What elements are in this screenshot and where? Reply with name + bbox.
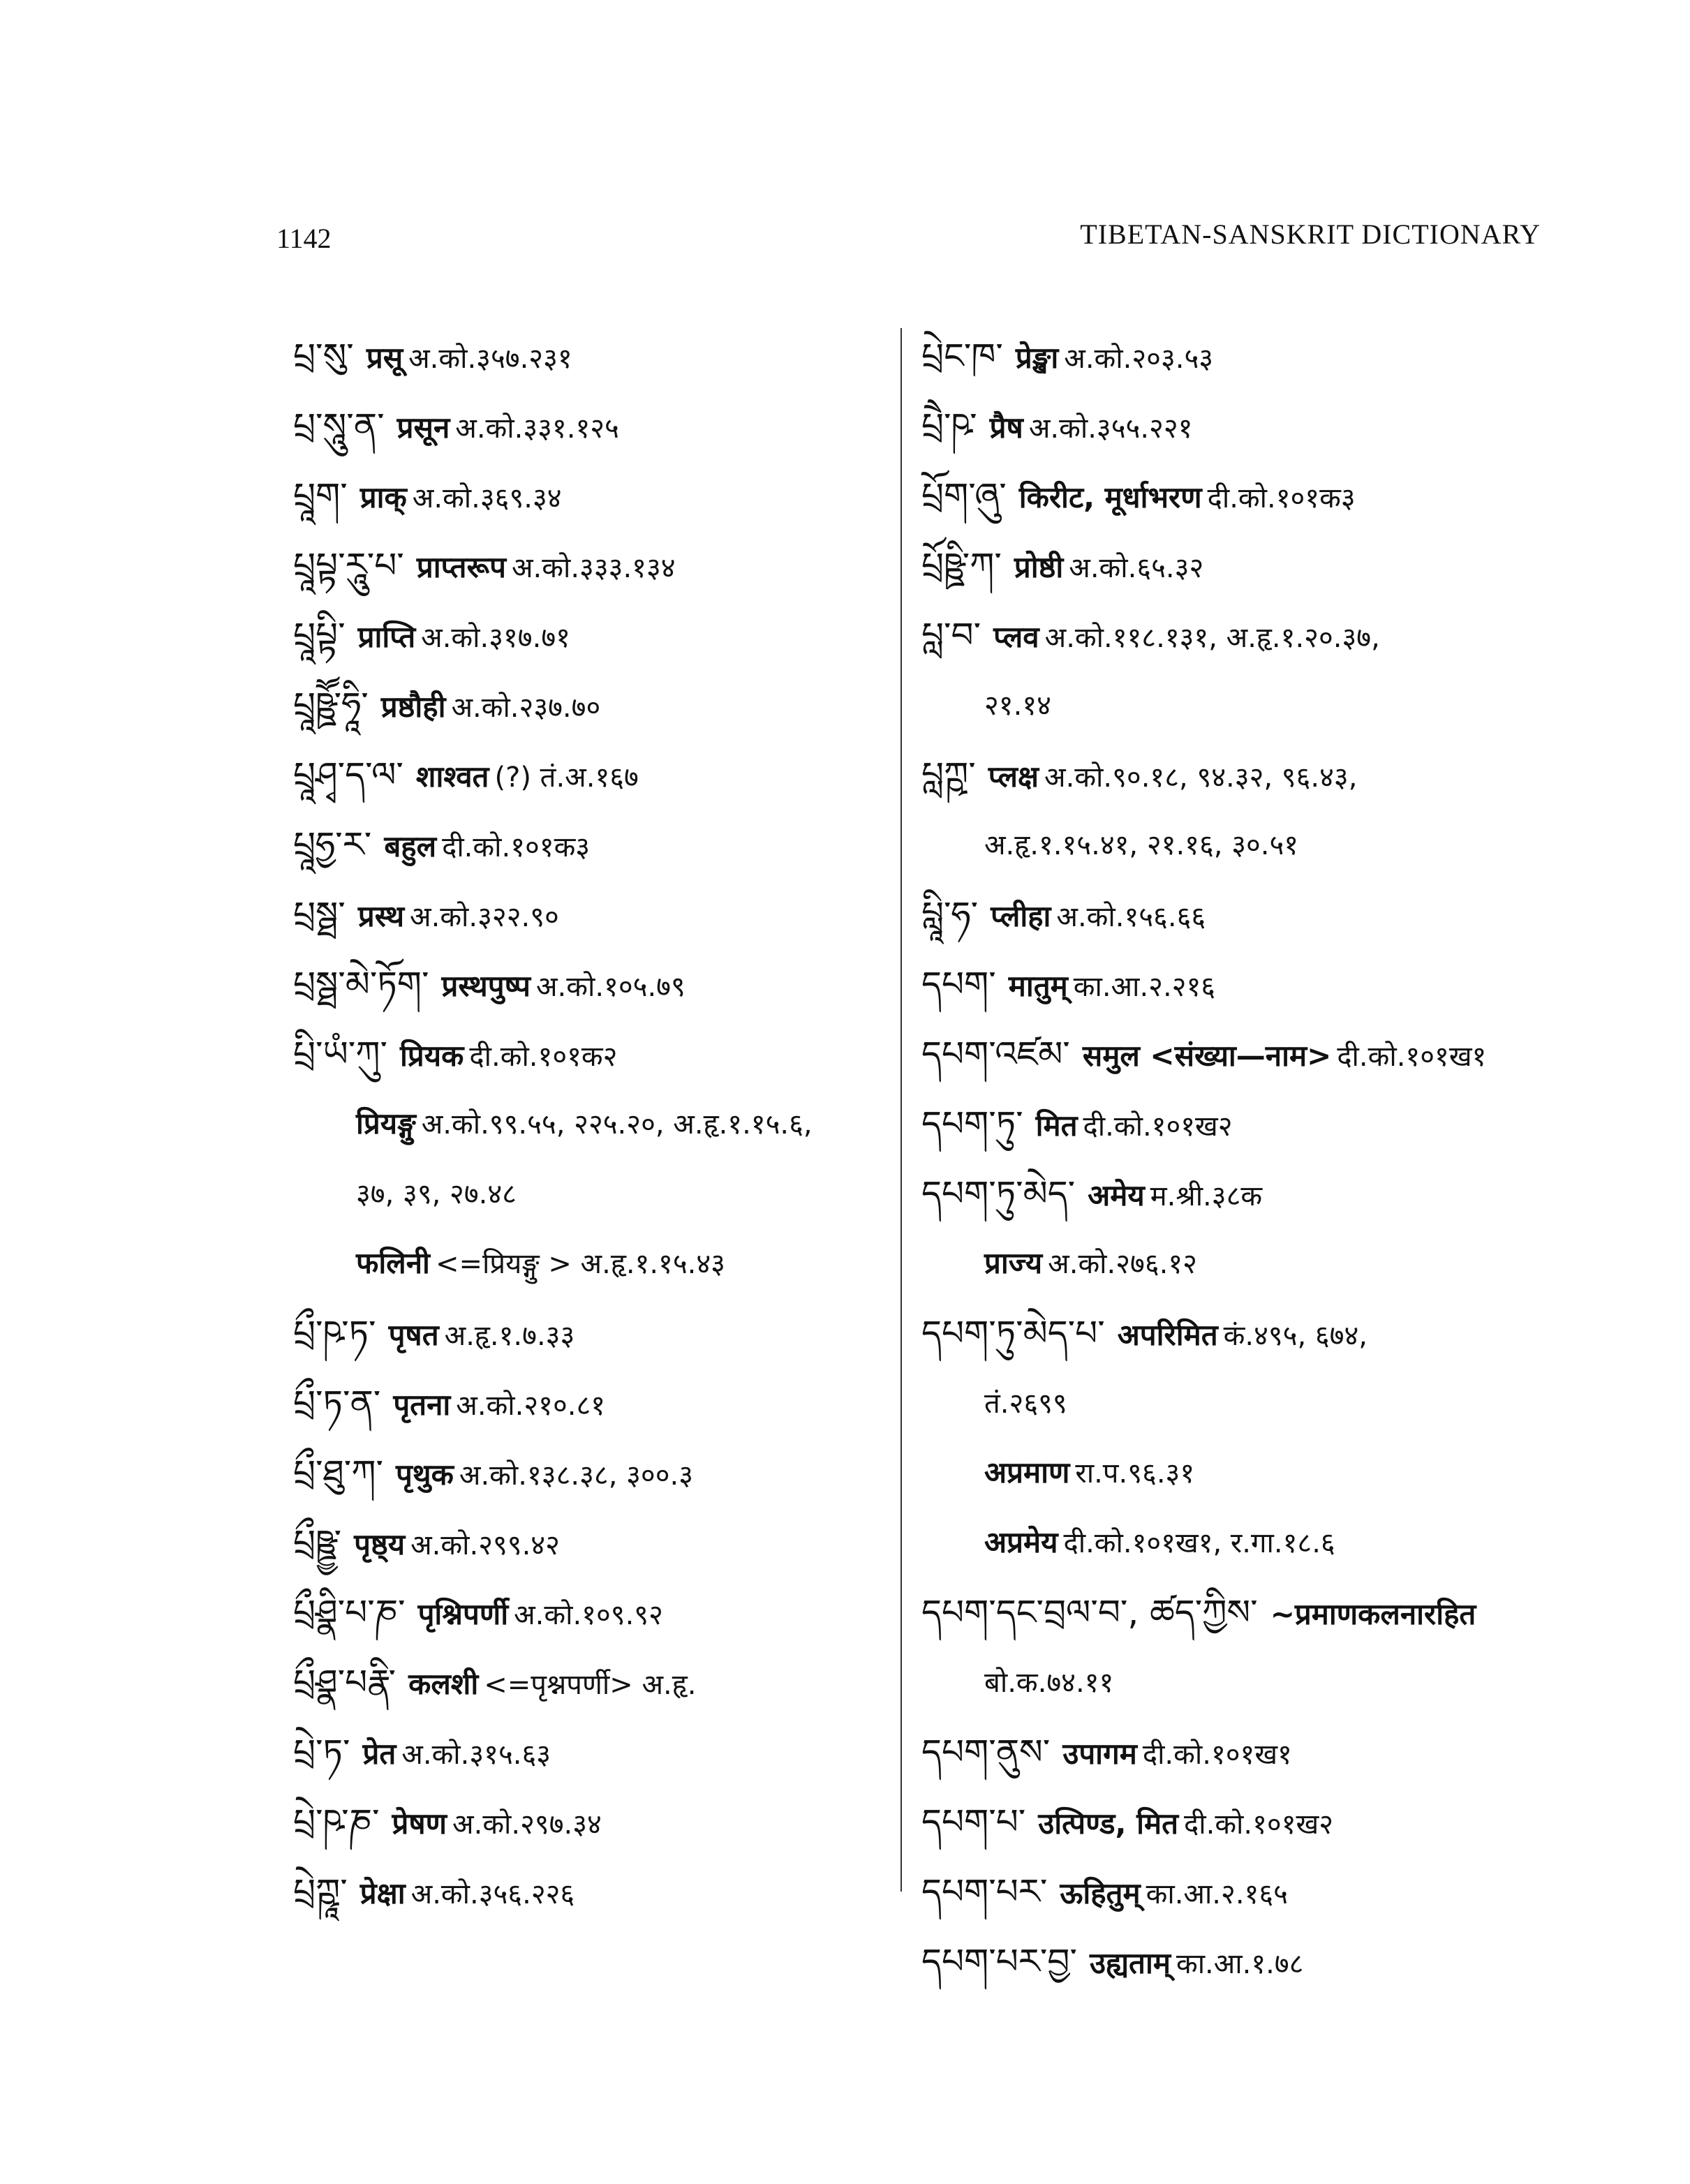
tibetan-headword: པྲྀཤྣ་པརྣི་ [293,1662,396,1702]
dictionary-entry [293,461,887,530]
source-reference: अ.को.३५५.२२१ [1028,413,1193,445]
tibetan-headword: པྲྀཥྛྱ་ [293,1522,342,1563]
sanskrit-equivalent: पृषत [388,1318,439,1352]
sanskrit-equivalent: प्रस्थपुष्प [441,969,531,1003]
dictionary-entry [921,1647,1550,1717]
sanskrit-equivalent: पृतना [393,1388,451,1422]
source-reference: अ.को.२९९.४२ [410,1529,560,1561]
tibetan-headword: པྲཱཧྱ་ར་ [293,824,372,865]
source-reference: अ.को.१५६.६६ [1056,901,1206,933]
sanskrit-equivalent: उत्पिण्ड, मित [1038,1806,1179,1841]
tibetan-headword: དཔག་ [921,964,996,1004]
sanskrit-equivalent: समुल <संख्या—नाम> [1082,1039,1332,1073]
tibetan-headword: དཔག་ཏུ་མེད་པ་ [921,1313,1105,1353]
sanskrit-equivalent: ~प्रमाणकलनारहित [1270,1597,1476,1631]
tibetan-headword: དཔག་འཛམ་ [921,1034,1070,1074]
sanskrit-equivalent: शाश्वत [415,759,489,794]
source-reference: का.आ.२.२१६ [1073,971,1216,1003]
sanskrit-equivalent: कलशी [408,1667,479,1701]
source-reference: बो.क.७४.११ [984,1667,1114,1699]
source-reference: अ.को.३३३.१३४ [511,552,676,584]
dictionary-entry [921,1787,1550,1857]
dictionary-entry [293,1019,887,1089]
tibetan-headword: པྲྀཤྣི་པ་ཎ་ [293,1592,406,1633]
source-reference: अ.को.२७६.१२ [1048,1248,1197,1280]
tibetan-headword: པྲཻ་ཥ་ [921,406,977,446]
source-reference: अ.को.२९७.३४ [452,1808,602,1841]
dictionary-entry [293,1717,887,1787]
dictionary-entry [293,530,887,600]
sanskrit-equivalent: प्रेङ्खा [1015,341,1059,375]
dictionary-entry [293,670,887,740]
source-reference: (?) तं.अ.१६७ [494,762,639,794]
tibetan-headword: དཔག་པར་བྱ་ [921,1941,1077,1982]
dictionary-entry [293,1298,887,1368]
source-reference: अ.को.३२२.९० [410,901,559,933]
dictionary-entry [293,391,887,461]
left-column [293,321,887,1926]
sanskrit-equivalent: पृथुक [395,1457,454,1492]
sanskrit-equivalent: प्रसून [396,410,450,445]
dictionary-entry [921,740,1550,810]
sanskrit-equivalent: प्राज्य [984,1246,1043,1280]
source-reference: अ.को.९९.५५, २२५.२०, अ.हृ.१.१५.६, [421,1108,813,1141]
tibetan-headword: པྲེ་ཥ་ཎ་ [293,1802,380,1842]
sanskrit-equivalent: फलिनी [356,1246,430,1280]
dictionary-entry [921,1857,1550,1926]
tibetan-headword: པྲོཥྛི་ཀ་ [921,545,1002,586]
tibetan-headword: པྲཱཔྟ་རཱུ་པ་ [293,545,404,586]
source-reference: अ.को.९०.१८, ९४.३२, ९६.४३, [1044,762,1358,794]
source-reference: अ.को.३६९.३४ [412,482,562,514]
sanskrit-equivalent: प्रैष [989,410,1023,445]
source-reference: का.आ.१.७८ [1176,1948,1304,1980]
dictionary-entry [293,810,887,879]
tibetan-headword: པྲོག་ཞུ་ [921,475,1007,516]
sanskrit-equivalent: मातुम् [1008,969,1068,1003]
sanskrit-equivalent: अप्रमेय [984,1525,1058,1559]
sanskrit-equivalent: प्लक्ष [988,759,1039,794]
source-reference: दी.को.१०१क२ [469,1041,618,1073]
sanskrit-equivalent: अमेय [1088,1178,1145,1212]
source-reference: अ.को.३१५.६३ [401,1739,551,1771]
sanskrit-equivalent: उह्यताम् [1089,1946,1171,1980]
source-reference: २१.१४ [984,690,1051,722]
dictionary-entry [293,949,887,1019]
tibetan-headword: པྲེང་ཁ་ [921,336,1003,376]
source-reference: दी.को.१०१क३ [1207,482,1356,514]
column-divider [900,328,902,1892]
tibetan-headword: དཔག་ཏུ་མེད་ [921,1173,1076,1214]
sanskrit-equivalent: प्राप्तरूप [416,550,506,584]
tibetan-headword: དཔག་དང་བྲལ་བ་, ཚད་ཀྱིས་ [921,1592,1258,1633]
dictionary-entry [921,1019,1550,1089]
tibetan-headword: པྲསྠ་ [293,894,346,935]
source-reference: अ.को.१०९.९२ [514,1599,663,1631]
dictionary-entry [921,1717,1550,1787]
source-reference: अ.को.१०५.७९ [535,971,685,1003]
source-reference: दी.को.१०१क३ [442,831,591,863]
source-reference: अ.को.६५.३२ [1069,552,1204,584]
source-reference: का.आ.२.१६५ [1146,1878,1288,1910]
dictionary-entry [293,1368,887,1438]
source-reference: अ.को.३१७.७१ [421,622,570,654]
source-reference: <=प्रियङ्गु > अ.हृ.१.१५.४३ [435,1248,725,1280]
sanskrit-equivalent: प्राक् [360,480,407,514]
source-reference: दी.को.१०१ख२ [1083,1110,1233,1143]
source-reference: अ.हृ.१.१५.४१, २१.१६, ३०.५१ [984,829,1299,861]
sanskrit-equivalent: अपरिमित [1117,1318,1218,1352]
sanskrit-equivalent: प्रस्थ [357,899,405,933]
dictionary-entry [921,1577,1550,1647]
dictionary-entry [921,810,1550,879]
dictionary-entry [293,1228,887,1298]
sanskrit-equivalent: प्राप्ति [357,620,416,654]
source-reference: अ.को.२१०.८१ [456,1390,606,1422]
source-reference: तं.२६९९ [984,1388,1067,1420]
tibetan-headword: པླཀྵ་ [921,755,976,795]
source-reference: म.श्री.३८क [1150,1180,1263,1212]
dictionary-entry [921,1508,1550,1577]
sanskrit-equivalent: किरीट, मूर्धाभरण [1018,480,1202,514]
tibetan-headword: དཔག་པ་ [921,1802,1026,1842]
dictionary-entry [293,1089,887,1159]
source-reference: रा.प.९६.३१ [1075,1457,1195,1490]
source-reference: अ.को.२०३.५३ [1064,343,1214,375]
dictionary-entry [921,670,1550,740]
source-reference: कं.४९५, ६७४, [1223,1320,1368,1352]
dictionary-entry [293,1577,887,1647]
sanskrit-equivalent: अप्रमाण [984,1455,1070,1490]
tibetan-headword: པྲི་ཡཾ་ཀུ་ [293,1034,387,1074]
sanskrit-equivalent: मित [1035,1108,1078,1143]
sanskrit-equivalent: प्लव [993,620,1039,654]
tibetan-headword: པྲེཀྵཱ་ [293,1871,348,1912]
dictionary-entry [293,1787,887,1857]
sanskrit-equivalent: प्रियङ्गु [356,1106,416,1141]
sanskrit-equivalent: प्रेक्षा [360,1876,406,1910]
dictionary-entry [921,1159,1550,1228]
source-reference: अ.हृ.१.७.३३ [444,1320,575,1352]
sanskrit-equivalent: पृष्ठ्य [354,1527,406,1561]
sanskrit-equivalent: ऊहितुम् [1060,1876,1141,1910]
dictionary-entry [921,1228,1550,1298]
dictionary-entry [921,461,1550,530]
tibetan-headword: དཔག་ཏུ་ [921,1104,1023,1144]
source-reference: <=पृश्नपर्णी> अ.हृ. [484,1669,697,1701]
tibetan-headword: པྲཱཥྛཽ་ཧཱི་ [293,685,369,725]
tibetan-headword: དཔག་པར་ [921,1871,1048,1912]
source-reference: दी.को.१०१ख२ [1184,1808,1334,1841]
dictionary-entry [921,530,1550,600]
source-reference: दी.को.१०१ख१ [1337,1041,1487,1073]
dictionary-entry [921,600,1550,670]
source-reference: अ.को.२३७.७० [451,692,601,724]
dictionary-entry [921,1298,1550,1368]
tibetan-headword: པྲྀ་ཥ་ཏ་ [293,1313,376,1353]
tibetan-headword: པྲ་སུ་ [293,336,354,376]
dictionary-entry [293,1438,887,1508]
sanskrit-equivalent: प्रियक [400,1039,464,1073]
dictionary-entry [921,1089,1550,1159]
page-number: 1142 [276,223,332,254]
tibetan-headword: པྲཱཤྭ་ད་ལ་ [293,755,403,795]
dictionary-entry [921,391,1550,461]
tibetan-headword: པྲཱཔྟི་ [293,615,346,655]
dictionary-entry [293,1857,887,1926]
dictionary-entry [921,1926,1550,1996]
tibetan-headword: པླ་བ་ [921,615,981,655]
sanskrit-equivalent: प्रोष्ठी [1014,550,1064,584]
dictionary-entry [293,1508,887,1577]
dictionary-entry [921,1438,1550,1508]
dictionary-entry [293,879,887,949]
dictionary-entry [293,740,887,810]
dictionary-entry [293,600,887,670]
dictionary-entry [921,879,1550,949]
sanskrit-equivalent: प्रसू [366,341,403,375]
tibetan-headword: པྲེ་ཏ་ [293,1732,350,1772]
sanskrit-equivalent: प्रेषण [392,1806,447,1841]
sanskrit-equivalent: प्लीहा [991,899,1051,933]
source-reference: दी.को.१०१ख१, र.गा.१८.६ [1063,1527,1335,1559]
sanskrit-equivalent: उपागम [1062,1737,1137,1771]
source-reference: अ.को.३५७.२३१ [408,343,572,375]
source-reference: अ.को.३३१.१२५ [455,413,619,445]
sanskrit-equivalent: बहुल [384,829,437,863]
dictionary-entry [293,1159,887,1228]
right-column [921,321,1550,1996]
source-reference: अ.को.३५६.२२६ [410,1878,575,1910]
tibetan-headword: དཔག་ནུས་ [921,1732,1051,1772]
source-reference: अ.को.११८.१३१, अ.हृ.१.२०.३७, [1044,622,1380,654]
dictionary-entry [293,321,887,391]
sanskrit-equivalent: पृश्निपर्णी [417,1597,509,1631]
sanskrit-equivalent: प्रष्ठौही [380,690,446,724]
tibetan-headword: པྲ་སཱུ་ན་ [293,406,385,446]
tibetan-headword: པྲསྠ་མེ་ཏོག་ [293,964,429,1004]
dictionary-entry [921,321,1550,391]
source-reference: अ.को.१३८.३८, ३००.३ [459,1459,694,1492]
tibetan-headword: པྲྀ་ཏ་ན་ [293,1383,381,1423]
tibetan-headword: པྲཱག་ [293,475,348,516]
tibetan-headword: པླཱི་ཧ་ [921,894,979,935]
dictionary-entry [921,1368,1550,1438]
sanskrit-equivalent: प्रेत [362,1737,396,1771]
source-reference: दी.को.१०१ख१ [1142,1739,1292,1771]
tibetan-headword: པྲྀ་ཐུ་ཀ་ [293,1453,383,1493]
dictionary-entry [921,949,1550,1019]
source-reference: ३७, ३९, २७.४८ [356,1178,517,1210]
running-header: TIBETAN-SANSKRIT DICTIONARY [1080,218,1541,250]
dictionary-entry [293,1647,887,1717]
